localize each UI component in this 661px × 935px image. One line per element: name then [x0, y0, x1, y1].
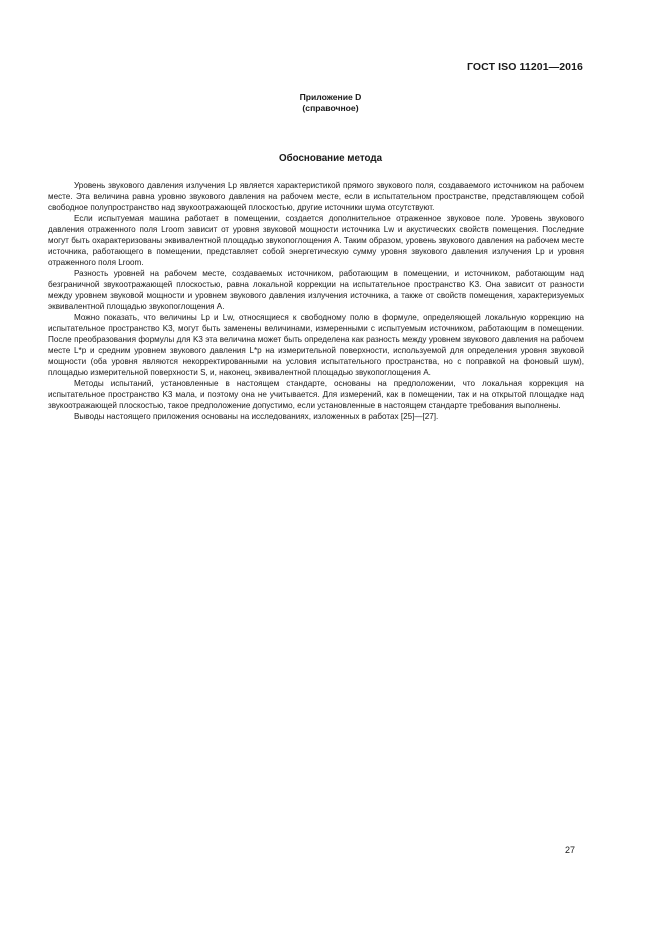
paragraph: Выводы настоящего приложения основаны на исследованиях, изложенных в работах [25]—[27]. — [74, 412, 439, 422]
section-heading: Обоснование метода — [278, 153, 383, 164]
paragraph: Если испытуемая машина работает в помещении, создается дополнительное отраженное звуковое поле. Уровень звукового давления отраженного поля Lroom зависит от уровня звуковой мощности источника Lw и акустических свойств помещения. Последние могут быть охарактеризованы эквивалентной площадью звукопоглощения A. Таким образом, уровень звукового давления на рабочем месте источника, работающего в помещении, представляет собой энергетическую сумму уровня звукового давления излучения Lp и уровня отраженного поля Lroom. — [48, 214, 584, 268]
paragraph: Разность уровней на рабочем месте, создаваемых источником, работающим в помещении, и источником, работающим над безграничной звукоотражающей плоскостью, равна локальной коррекции на испытательное пространство K3. Она зависит от разности между уровнем звуковой мощности и уровнем звукового давления излучения источника, а также от свойств помещения, характеризуемых эквивалентной площадью звукопоглощения A. — [48, 269, 584, 312]
appendix-subtitle: (справочное) — [302, 103, 359, 113]
page-number: 27 — [564, 845, 575, 855]
appendix-title: Приложение D — [299, 92, 362, 102]
paragraph: Методы испытаний, установленные в настоящем стандарте, основаны на предположении, что локальная коррекция на испытательное пространство K3 мала, и поэтому она не учитывается. Для измерений, как в помещении, так и на открытой площадке над звукоотражающей плоскостью, такое предположение допустимо, если установленные в настоящем стандарте требования выполнены. — [48, 379, 584, 411]
body-text — [48, 180, 584, 422]
appendix-header — [0, 92, 661, 114]
document-code: ГОСТ ISO 11201—2016 — [466, 61, 583, 73]
paragraph: Уровень звукового давления излучения Lp является характеристикой прямого звукового поля, создаваемого источником на рабочем месте. Эта величина равна уровню звукового давления на рабочем месте, если в испытательном пространстве, представляющем собой свободное полупространство над звукоотражающей плоскостью, другие источники шума отсутствуют. — [48, 181, 584, 213]
paragraph: Можно показать, что величины Lp и Lw, относящиеся к свободному полю в формуле, определяющей локальную коррекцию на испытательное пространство K3, могут быть заменены величинами, измеренными с испытуемым источником, работающим в помещении. После преобразования формулы для K3 эта величина может быть определена как разность между уровнем звукового давления на рабочем месте L*p и средним уровнем звукового давления L*p на измерительной поверхности, используемой для определения уровня звуковой мощности (оба уровня являются некорректированными на условия испытательного пространства, но с поправкой на фоновый шум), площадью измерительной поверхности S, и, наконец, эквивалентной площадью звукопоглощения A. — [48, 313, 584, 378]
